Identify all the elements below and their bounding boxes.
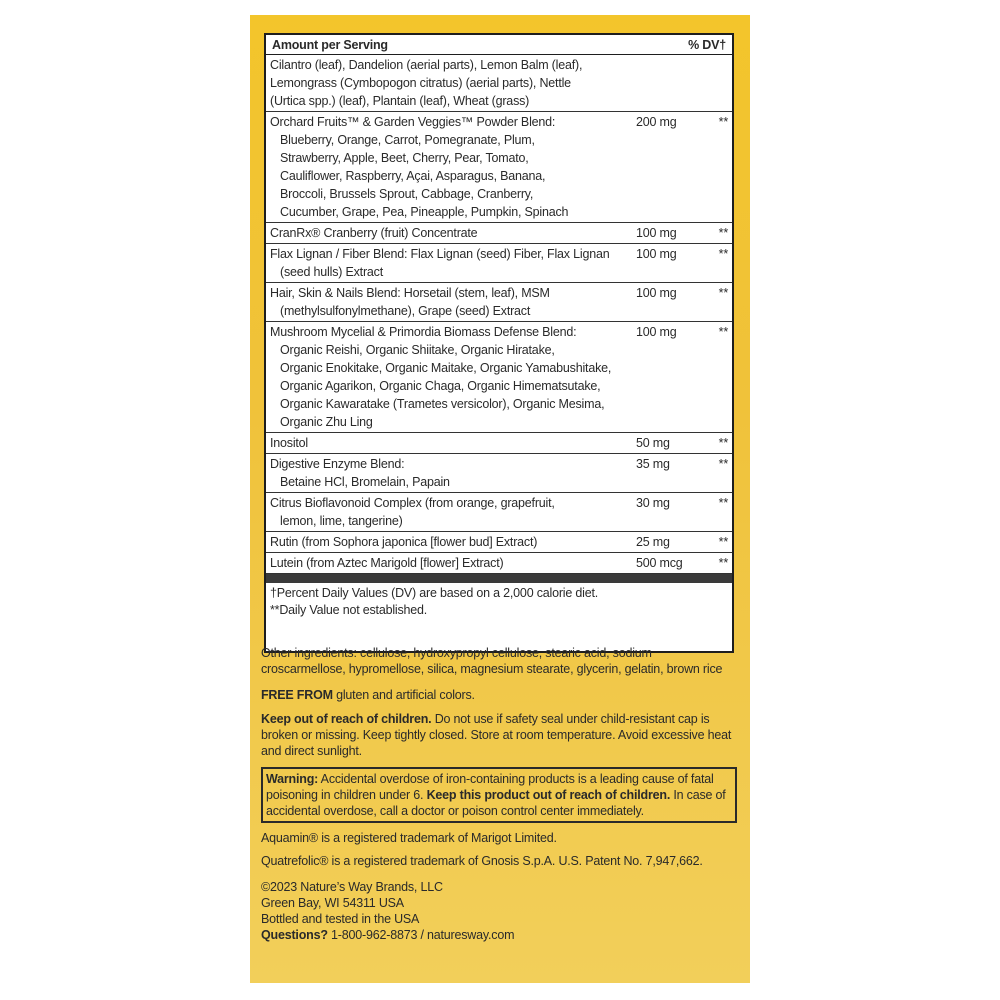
questions-label: Questions? xyxy=(261,928,328,942)
ingredient-dv: ** xyxy=(718,535,728,549)
warning-text-2: In case of accidental overdose, call a doctor or poison control center immediately. xyxy=(266,788,726,818)
ingredient-amount: 35 mg xyxy=(636,457,670,471)
ingredient-amount: 500 mcg xyxy=(636,556,683,570)
contact-info: 1-800-962-8873 / naturesway.com xyxy=(327,928,515,942)
ingredient-line: Mushroom Mycelial & Primordia Biomass Defense Blend: xyxy=(270,325,577,339)
free-from-label: FREE FROM xyxy=(261,688,333,702)
panel-footnotes xyxy=(266,583,732,619)
ingredient-row xyxy=(266,553,732,574)
ingredient-name xyxy=(266,434,636,452)
bottled-in: Bottled and tested in the USA xyxy=(261,912,420,926)
ingredient-line: Organic Agarikon, Organic Chaga, Organic Himematsutake, xyxy=(280,379,601,393)
warning-box xyxy=(261,767,737,823)
ingredient-line: Flax Lignan / Fiber Blend: Flax Lignan (seed) Fiber, Flax Lignan xyxy=(270,247,610,261)
free-from-text: gluten and artificial colors. xyxy=(332,688,475,702)
ingredient-dv: ** xyxy=(718,496,728,510)
daily-value-heading: % DV† xyxy=(688,37,726,52)
ingredient-row xyxy=(266,112,732,223)
supplement-label xyxy=(250,15,750,983)
ingredient-amount: 100 mg xyxy=(636,247,677,261)
ingredient-line: Blueberry, Orange, Carrot, Pomegranate, Plum, xyxy=(280,133,535,147)
trademark-quatrefolic: Quatrefolic® is a registered trademark of Gnosis S.p.A. U.S. Patent No. 7,947,662. xyxy=(261,854,703,868)
ingredient-row xyxy=(266,55,732,112)
ingredient-line: Orchard Fruits™ & Garden Veggies™ Powder Blend: xyxy=(270,115,556,129)
ingredient-line: Organic Kawaratake (Trametes versicolor), Organic Mesima, xyxy=(280,397,605,411)
ingredient-line: Organic Enokitake, Organic Maitake, Organic Yamabushitake, xyxy=(280,361,612,375)
ingredient-name xyxy=(266,554,636,572)
keep-out-label: Keep out of reach of children. xyxy=(261,712,432,726)
ingredient-amount: 50 mg xyxy=(636,436,670,450)
ingredient-line: Lutein (from Aztec Marigold [flower] Extract) xyxy=(270,556,504,570)
ingredient-row xyxy=(266,532,732,553)
ingredient-name xyxy=(266,284,636,320)
ingredient-row xyxy=(266,493,732,532)
ingredient-line: Organic Reishi, Organic Shiitake, Organic Hiratake, xyxy=(280,343,555,357)
ingredient-line: Cilantro (leaf), Dandelion (aerial parts), Lemon Balm (leaf), xyxy=(270,58,583,72)
free-from xyxy=(261,687,739,703)
panel-divider-bar xyxy=(266,574,732,583)
ingredient-dv: ** xyxy=(718,436,728,450)
footnote-dv: †Percent Daily Values (DV) are based on a 2,000 calorie diet. xyxy=(270,586,599,600)
ingredient-line: lemon, lime, tangerine) xyxy=(280,514,403,528)
ingredient-name xyxy=(266,56,636,110)
ingredient-line: Cucumber, Grape, Pea, Pineapple, Pumpkin, Spinach xyxy=(280,205,569,219)
ingredient-amount: 100 mg xyxy=(636,226,677,240)
ingredient-line: Organic Zhu Ling xyxy=(280,415,373,429)
storage-instructions xyxy=(261,711,739,759)
warning-text-1: Accidental overdose of iron-containing products is a leading cause of fatal poisoning in children under 6. xyxy=(266,772,714,802)
ingredient-row xyxy=(266,433,732,454)
ingredient-name xyxy=(266,323,636,431)
ingredient-amount: 30 mg xyxy=(636,496,670,510)
ingredient-line: (Urtica spp.) (leaf), Plantain (leaf), Wheat (grass) xyxy=(270,94,530,108)
ingredient-name xyxy=(266,245,636,281)
warning-label: Warning: xyxy=(266,772,319,786)
ingredient-dv: ** xyxy=(718,325,728,339)
ingredient-amount: 25 mg xyxy=(636,535,670,549)
ingredient-name xyxy=(266,113,636,221)
ingredient-line: Hair, Skin & Nails Blend: Horsetail (stem, leaf), MSM xyxy=(270,286,550,300)
amount-per-serving-heading: Amount per Serving xyxy=(272,37,388,52)
ingredient-name xyxy=(266,224,636,242)
ingredient-row xyxy=(266,223,732,244)
ingredient-row xyxy=(266,322,732,433)
ingredient-dv: ** xyxy=(718,286,728,300)
ingredient-line: Digestive Enzyme Blend: xyxy=(270,457,405,471)
warning-keep-out: Keep this product out of reach of children. xyxy=(426,788,671,802)
ingredient-line: Betaine HCl, Bromelain, Papain xyxy=(280,475,450,489)
ingredient-line: Citrus Bioflavonoid Complex (from orange, grapefruit, xyxy=(270,496,555,510)
ingredient-row xyxy=(266,283,732,322)
ingredient-dv: ** xyxy=(718,115,728,129)
ingredient-name xyxy=(266,494,636,530)
ingredient-dv: ** xyxy=(718,457,728,471)
ingredient-line: Lemongrass (Cymbopogon citratus) (aerial parts), Nettle xyxy=(270,76,571,90)
ingredient-dv: ** xyxy=(718,247,728,261)
copyright: ©2023 Nature’s Way Brands, LLC xyxy=(261,880,443,894)
questions-contact xyxy=(261,927,739,943)
footnote-not-established: **Daily Value not established. xyxy=(270,603,428,617)
ingredient-amount xyxy=(636,56,696,110)
ingredient-amount: 100 mg xyxy=(636,325,677,339)
ingredient-name xyxy=(266,533,636,551)
ingredient-line: (methylsulfonylmethane), Grape (seed) Extract xyxy=(280,304,531,318)
panel-header xyxy=(266,35,732,55)
ingredient-dv: ** xyxy=(718,556,728,570)
trademark-aquamin: Aquamin® is a registered trademark of Marigot Limited. xyxy=(261,831,557,845)
ingredient-line: Broccoli, Brussels Sprout, Cabbage, Cranberry, xyxy=(280,187,534,201)
ingredient-dv xyxy=(696,56,732,110)
ingredient-rows xyxy=(266,55,732,574)
address: Green Bay, WI 54311 USA xyxy=(261,896,404,910)
ingredient-line: Strawberry, Apple, Beet, Cherry, Pear, Tomato, xyxy=(280,151,529,165)
ingredient-line: Rutin (from Sophora japonica [flower bud] Extract) xyxy=(270,535,538,549)
ingredient-line: (seed hulls) Extract xyxy=(280,265,383,279)
storage-text: Do not use if safety seal under child-resistant cap is broken or missing. Keep tightly closed. Store at room temperature. Avoid excessive heat and direct sunlight. xyxy=(261,712,732,758)
ingredient-line: Cauliflower, Raspberry, Açai, Asparagus, Banana, xyxy=(280,169,546,183)
ingredient-row xyxy=(266,244,732,283)
supplement-facts-panel xyxy=(264,33,734,653)
ingredient-amount: 100 mg xyxy=(636,286,677,300)
ingredient-line: CranRx® Cranberry (fruit) Concentrate xyxy=(270,226,478,240)
other-ingredients: Other ingredients: cellulose, hydroxypropyl cellulose, stearic acid, sodium croscarmellose, hypromellose, silica, magnesium stearate, glycerin, gelatin, brown rice xyxy=(261,646,723,676)
ingredient-line: Inositol xyxy=(270,436,309,450)
ingredient-row xyxy=(266,454,732,493)
ingredient-dv: ** xyxy=(718,226,728,240)
ingredient-amount: 200 mg xyxy=(636,115,677,129)
ingredient-name xyxy=(266,455,636,491)
